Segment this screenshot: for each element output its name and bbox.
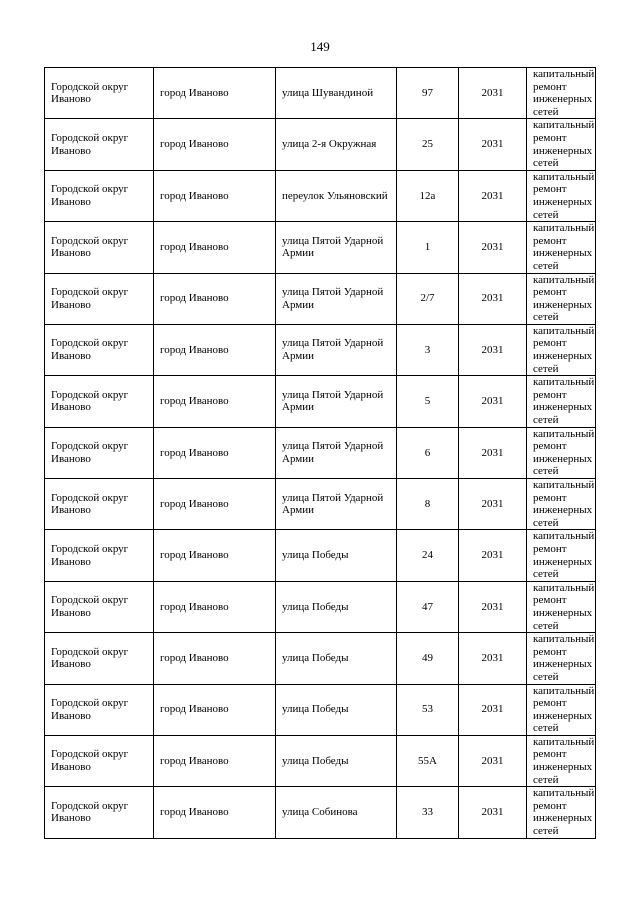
work-type-cell: капитальный ремонт инженерных сетей — [527, 633, 596, 684]
municipal-district-cell: Городской округ Иваново — [45, 273, 154, 324]
settlement-cell: город Иваново — [154, 735, 276, 786]
street-cell: улица Победы — [276, 735, 397, 786]
settlement-cell: город Иваново — [154, 684, 276, 735]
year-cell: 2031 — [459, 735, 527, 786]
street-cell: улица Пятой Ударной Армии — [276, 376, 397, 427]
house-number-cell: 33 — [397, 787, 459, 838]
year-cell: 2031 — [459, 376, 527, 427]
table-row — [45, 735, 596, 786]
table-row — [45, 376, 596, 427]
settlement-cell: город Иваново — [154, 376, 276, 427]
municipal-district-cell: Городской округ Иваново — [45, 427, 154, 478]
municipal-district-cell: Городской округ Иваново — [45, 787, 154, 838]
street-cell: улица Победы — [276, 581, 397, 632]
work-type-cell: капитальный ремонт инженерных сетей — [527, 684, 596, 735]
street-cell: улица Пятой Ударной Армии — [276, 427, 397, 478]
work-type-cell: капитальный ремонт инженерных сетей — [527, 68, 596, 119]
municipal-district-cell: Городской округ Иваново — [45, 581, 154, 632]
municipal-district-cell: Городской округ Иваново — [45, 68, 154, 119]
house-number-cell: 97 — [397, 68, 459, 119]
table-row — [45, 479, 596, 530]
year-cell: 2031 — [459, 684, 527, 735]
street-cell: улица Пятой Ударной Армии — [276, 479, 397, 530]
municipal-district-cell: Городской округ Иваново — [45, 222, 154, 273]
settlement-cell: город Иваново — [154, 68, 276, 119]
house-number-cell: 6 — [397, 427, 459, 478]
street-cell: улица Победы — [276, 633, 397, 684]
house-number-cell: 55А — [397, 735, 459, 786]
house-number-cell: 3 — [397, 324, 459, 375]
year-cell: 2031 — [459, 324, 527, 375]
house-number-cell: 47 — [397, 581, 459, 632]
year-cell: 2031 — [459, 581, 527, 632]
municipal-district-cell: Городской округ Иваново — [45, 684, 154, 735]
work-type-cell: капитальный ремонт инженерных сетей — [527, 581, 596, 632]
settlement-cell: город Иваново — [154, 324, 276, 375]
table-row — [45, 530, 596, 581]
work-type-cell: капитальный ремонт инженерных сетей — [527, 530, 596, 581]
table-row — [45, 170, 596, 221]
street-cell: улица Пятой Ударной Армии — [276, 222, 397, 273]
settlement-cell: город Иваново — [154, 170, 276, 221]
table-row — [45, 684, 596, 735]
street-cell: улица Пятой Ударной Армии — [276, 273, 397, 324]
table-row — [45, 222, 596, 273]
settlement-cell: город Иваново — [154, 787, 276, 838]
street-cell: улица 2-я Окружная — [276, 119, 397, 170]
house-number-cell: 1 — [397, 222, 459, 273]
municipal-district-cell: Городской округ Иваново — [45, 170, 154, 221]
year-cell: 2031 — [459, 170, 527, 221]
table-row — [45, 581, 596, 632]
table-body — [45, 68, 596, 839]
street-cell: улица Пятой Ударной Армии — [276, 324, 397, 375]
work-type-cell: капитальный ремонт инженерных сетей — [527, 427, 596, 478]
house-number-cell: 25 — [397, 119, 459, 170]
table-row — [45, 68, 596, 119]
table-row — [45, 119, 596, 170]
settlement-cell: город Иваново — [154, 119, 276, 170]
work-type-cell: капитальный ремонт инженерных сетей — [527, 787, 596, 838]
settlement-cell: город Иваново — [154, 581, 276, 632]
settlement-cell: город Иваново — [154, 222, 276, 273]
street-cell: переулок Ульяновский — [276, 170, 397, 221]
year-cell: 2031 — [459, 273, 527, 324]
year-cell: 2031 — [459, 427, 527, 478]
work-type-cell: капитальный ремонт инженерных сетей — [527, 222, 596, 273]
table-row — [45, 787, 596, 838]
street-cell: улица Победы — [276, 530, 397, 581]
settlement-cell: город Иваново — [154, 273, 276, 324]
table-row — [45, 273, 596, 324]
house-number-cell: 5 — [397, 376, 459, 427]
work-type-cell: капитальный ремонт инженерных сетей — [527, 170, 596, 221]
work-type-cell: капитальный ремонт инженерных сетей — [527, 324, 596, 375]
street-cell: улица Победы — [276, 684, 397, 735]
house-number-cell: 49 — [397, 633, 459, 684]
settlement-cell: город Иваново — [154, 479, 276, 530]
municipal-district-cell: Городской округ Иваново — [45, 735, 154, 786]
municipal-district-cell: Городской округ Иваново — [45, 324, 154, 375]
house-number-cell: 53 — [397, 684, 459, 735]
work-type-cell: капитальный ремонт инженерных сетей — [527, 735, 596, 786]
year-cell: 2031 — [459, 633, 527, 684]
year-cell: 2031 — [459, 222, 527, 273]
work-type-cell: капитальный ремонт инженерных сетей — [527, 273, 596, 324]
settlement-cell: город Иваново — [154, 530, 276, 581]
municipal-district-cell: Городской округ Иваново — [45, 376, 154, 427]
year-cell: 2031 — [459, 530, 527, 581]
page-number: 149 — [310, 39, 330, 54]
settlement-cell: город Иваново — [154, 633, 276, 684]
year-cell: 2031 — [459, 68, 527, 119]
table-row — [45, 324, 596, 375]
municipal-district-cell: Городской округ Иваново — [45, 633, 154, 684]
municipal-district-cell: Городской округ Иваново — [45, 479, 154, 530]
municipal-district-cell: Городской округ Иваново — [45, 119, 154, 170]
work-type-cell: капитальный ремонт инженерных сетей — [527, 376, 596, 427]
settlement-cell: город Иваново — [154, 427, 276, 478]
year-cell: 2031 — [459, 787, 527, 838]
housing-repair-table — [44, 67, 596, 839]
table-row — [45, 633, 596, 684]
work-type-cell: капитальный ремонт инженерных сетей — [527, 119, 596, 170]
year-cell: 2031 — [459, 479, 527, 530]
table-row — [45, 427, 596, 478]
work-type-cell: капитальный ремонт инженерных сетей — [527, 479, 596, 530]
street-cell: улица Шувандиной — [276, 68, 397, 119]
house-number-cell: 12а — [397, 170, 459, 221]
municipal-district-cell: Городской округ Иваново — [45, 530, 154, 581]
house-number-cell: 24 — [397, 530, 459, 581]
house-number-cell: 8 — [397, 479, 459, 530]
house-number-cell: 2/7 — [397, 273, 459, 324]
street-cell: улица Собинова — [276, 787, 397, 838]
year-cell: 2031 — [459, 119, 527, 170]
